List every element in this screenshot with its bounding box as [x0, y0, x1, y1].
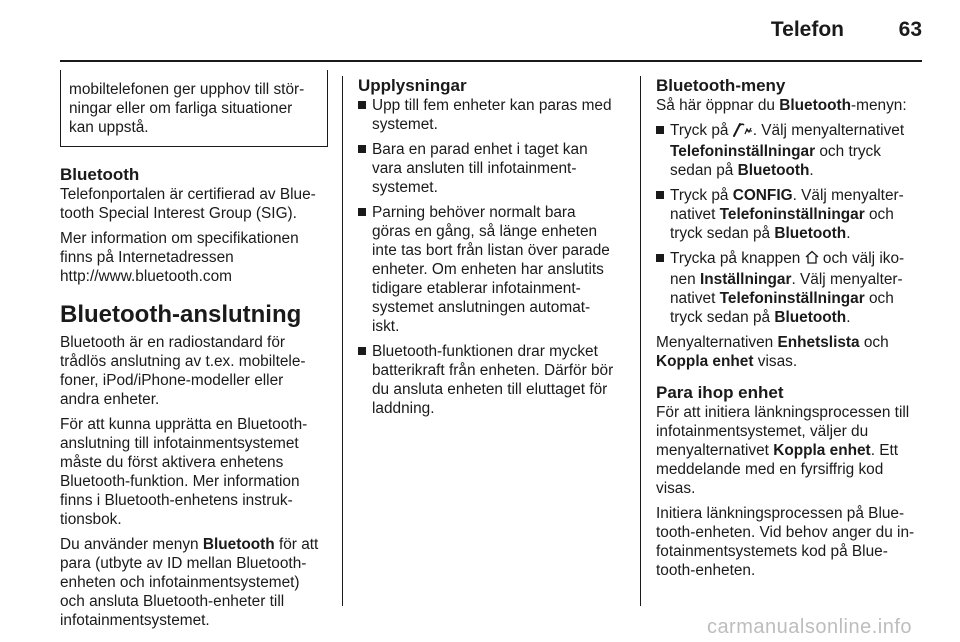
list-item: Tryck på . Välj menyalternativet Telefoninställningar och tryck sedan på Bluetooth.	[656, 121, 926, 180]
paragraph: För att kunna upprätta en Bluetooth- anslutning till infotainmentsystemet måste du först aktivera enhetens Bluetooth-funktion. Mer information finns i Bluetooth-enhetens instruk- tionsbok.	[60, 416, 308, 528]
bullet-icon	[358, 208, 366, 216]
bullet-icon	[358, 101, 366, 109]
phone-menu-icon	[733, 122, 753, 142]
steps-list	[656, 121, 926, 327]
heading-bluetooth: Bluetooth	[60, 165, 140, 184]
info-list	[358, 96, 628, 418]
header-title: Telefon	[770, 18, 844, 41]
heading-bluetooth-anslutning: Bluetooth-anslutning	[60, 301, 302, 328]
url-text: http://www.bluetooth.com	[60, 268, 232, 285]
list-item: Parning behöver normalt bara göras en gång, så länge enheten inte tas bort från listan över parade enheter. Om enheten har anslutits tidigare etablerar infotainment- systemet anslutningen automat- iskt.	[358, 203, 628, 336]
header-rule	[60, 60, 922, 62]
heading-para-ihop-enhet: Para ihop enhet	[656, 383, 784, 402]
list-item: Trycka på knappen och välj iko- nen Inställningar. Välj menyalter- nativet Telefoninställningar och tryck sedan på Bluetooth.	[656, 249, 926, 327]
warning-line: ningar eller om farliga situationer	[69, 100, 293, 117]
warning-line: kan uppstå.	[69, 119, 149, 136]
column-2	[358, 76, 628, 424]
warning-box	[60, 70, 328, 147]
paragraph: Mer information om specifikationen finns på Internetadressen http://www.bluetooth.com	[60, 229, 328, 286]
paragraph: Bluetooth är en radiostandard för trådlös anslutning av t.ex. mobiltele- foner, iPod/iPhone-modeller eller andra enheter.	[60, 334, 306, 408]
bullet-icon	[358, 347, 366, 355]
heading-upplysningar: Upplysningar	[358, 76, 467, 95]
home-icon	[805, 250, 819, 270]
heading-bluetooth-meny: Bluetooth-meny	[656, 76, 786, 95]
column-divider-1	[342, 76, 343, 606]
list-item: Tryck på CONFIG. Välj menyalter- nativet Telefoninställningar och tryck sedan på Bluetooth.	[656, 186, 926, 243]
bullet-icon	[656, 126, 664, 134]
paragraph: För att initiera länkningsprocessen till infotainmentsystemet, väljer du menyalternativet Koppla enhet. Ett meddelande med en fyrsiffrig kod visas.	[656, 404, 910, 497]
page-number: 63	[898, 18, 922, 41]
paragraph: Telefonportalen är certifierad av Blue- tooth Special Interest Group (SIG).	[60, 186, 316, 222]
warning-line: mobiltelefonen ger upphov till stör-	[69, 81, 305, 98]
bullet-icon	[358, 145, 366, 153]
paragraph: Du använder menyn Bluetooth för att para (utbyte av ID mellan Bluetooth- enheten och infotainmentsystemet) och ansluta Bluetooth-enheter till infotainmentsystemet.	[60, 536, 319, 629]
bullet-icon	[656, 191, 664, 199]
paragraph: Initiera länkningsprocessen på Blue- tooth-enheten. Vid behov anger du in- fotainmentsystemets kod på Blue- tooth-enheten.	[656, 505, 915, 579]
bullet-icon	[656, 254, 664, 262]
paragraph: Så här öppnar du Bluetooth-menyn:	[656, 97, 907, 114]
list-item: Bara en parad enhet i taget kan vara ansluten till infotainment- systemet.	[358, 140, 628, 197]
list-item: Upp till fem enheter kan paras med systemet.	[358, 96, 628, 134]
column-divider-2	[640, 76, 641, 606]
list-item: Bluetooth-funktionen drar mycket batterikraft från enheten. Därför bör du ansluta enheten till eluttaget för laddning.	[358, 342, 628, 418]
paragraph: Menyalternativen Enhetslista och Koppla enhet visas.	[656, 334, 889, 370]
watermark-text: carmanualsonline.info	[706, 616, 912, 638]
column-1	[60, 70, 328, 636]
column-3	[656, 76, 926, 586]
page-header	[60, 18, 922, 58]
